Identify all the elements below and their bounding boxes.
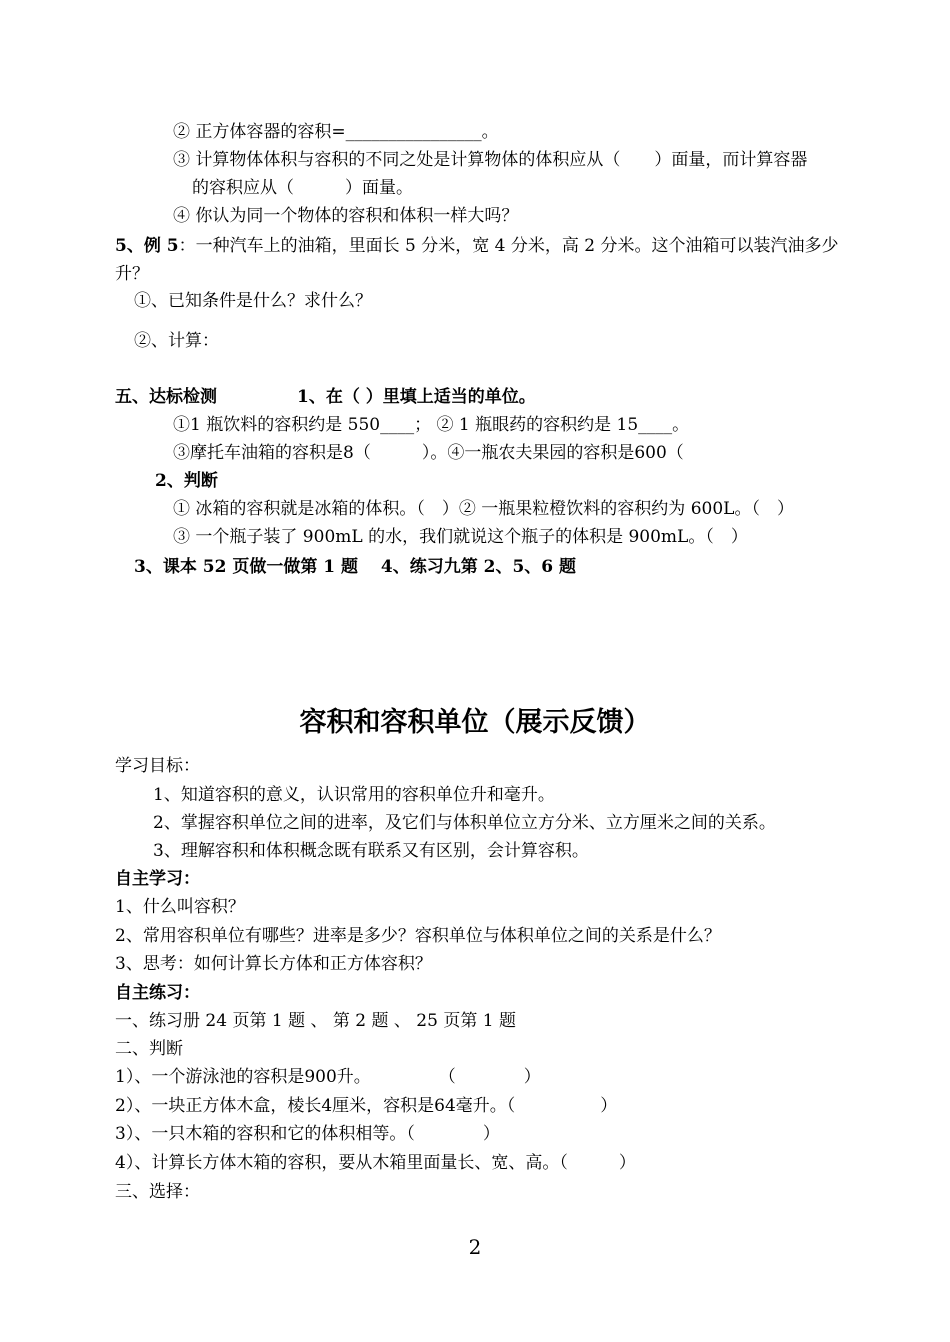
practice-3-choice: 三、选择： (115, 1182, 200, 1202)
goal-1: 1、知道容积的意义，认识常用的容积单位升和毫升。 (153, 785, 555, 805)
example-5-cont: 升？ (115, 264, 149, 284)
line-volume-vs-capacity-cont: 的容积应从（ ）面量。 (192, 178, 413, 198)
fill-line-2: ③摩托车油箱的容积是8（ ）。④一瓶农夫果园的容积是600（ (173, 443, 684, 463)
self-study-1: 1、什么叫容积？ (115, 897, 245, 917)
line-same-object-question: ④ 你认为同一个物体的容积和体积一样大吗？ (173, 206, 519, 226)
self-study-3: 3、思考：如何计算长方体和正方体容积？ (115, 954, 432, 974)
page-title: 容积和容积单位（展示反馈） (299, 707, 651, 738)
self-study-heading: 自主学习： (115, 869, 200, 889)
page-number: 2 (468, 1235, 482, 1259)
example-5-text: ：一种汽车上的油箱，里面长 5 分米，宽 4 分米，高 2 分米。这个油箱可以装汽油多少 (178, 236, 839, 256)
line-cube-volume: ② 正方体容器的容积=________________。 (173, 122, 499, 142)
judge-item-2: 2）、一块正方体木盒，棱长4厘米，容积是64毫升。（ ） (115, 1096, 618, 1116)
example-5 (115, 235, 838, 257)
task-1-fill-units: 1、在（ ）里填上适当的单位。 (297, 387, 536, 407)
task-2-judge: 2、判断 (155, 471, 218, 491)
judge-line-1: ① 冰箱的容积就是冰箱的体积。（ ）② 一瓶果粒橙饮料的容积约为 600L。（ ） (173, 499, 794, 519)
task-3-4-homework: 3、课本 52 页做一做第 1 题 4、练习九第 2、5、6 题 (134, 557, 577, 577)
goals-label: 学习目标： (115, 756, 200, 776)
section-5-heading: 五、达标检测 (115, 387, 217, 407)
self-study-2: 2、常用容积单位有哪些？进率是多少？容积单位与体积单位之间的关系是什么？ (115, 926, 721, 946)
self-practice-heading: 自主练习： (115, 983, 200, 1003)
judge-item-4: 4）、计算长方体木箱的容积，要从木箱里面量长、宽、高。（ ） (115, 1153, 636, 1173)
goal-2: 2、掌握容积单位之间的进率，及它们与体积单位立方分米、立方厘米之间的关系。 (153, 813, 776, 833)
example-5-label: 5、例 5 (115, 236, 179, 256)
judge-item-3: 3）、一只木箱的容积和它的体积相等。（ ） (115, 1124, 500, 1144)
fill-line-1: ①1 瓶饮料的容积约是 550____； ② 1 瓶眼药的容积约是 15____。 (173, 415, 690, 435)
judge-line-2: ③ 一个瓶子装了 900mL 的水，我们就说这个瓶子的体积是 900mL。（ ） (173, 527, 748, 547)
practice-1: 一、练习册 24 页第 1 题 、 第 2 题 、 25 页第 1 题 (115, 1011, 516, 1031)
practice-2-judge: 二、判断 (115, 1039, 183, 1059)
question-known-conditions: ①、已知条件是什么？求什么？ (134, 291, 372, 311)
question-calculate: ②、计算： (134, 331, 219, 351)
line-volume-vs-capacity: ③ 计算物体体积与容积的不同之处是计算物体的体积应从（ ）面量，而计算容器 (173, 150, 808, 170)
judge-item-1: 1）、一个游泳池的容积是900升。 （ ） (115, 1067, 541, 1087)
goal-3: 3、理解容积和体积概念既有联系又有区别，会计算容积。 (153, 841, 589, 861)
